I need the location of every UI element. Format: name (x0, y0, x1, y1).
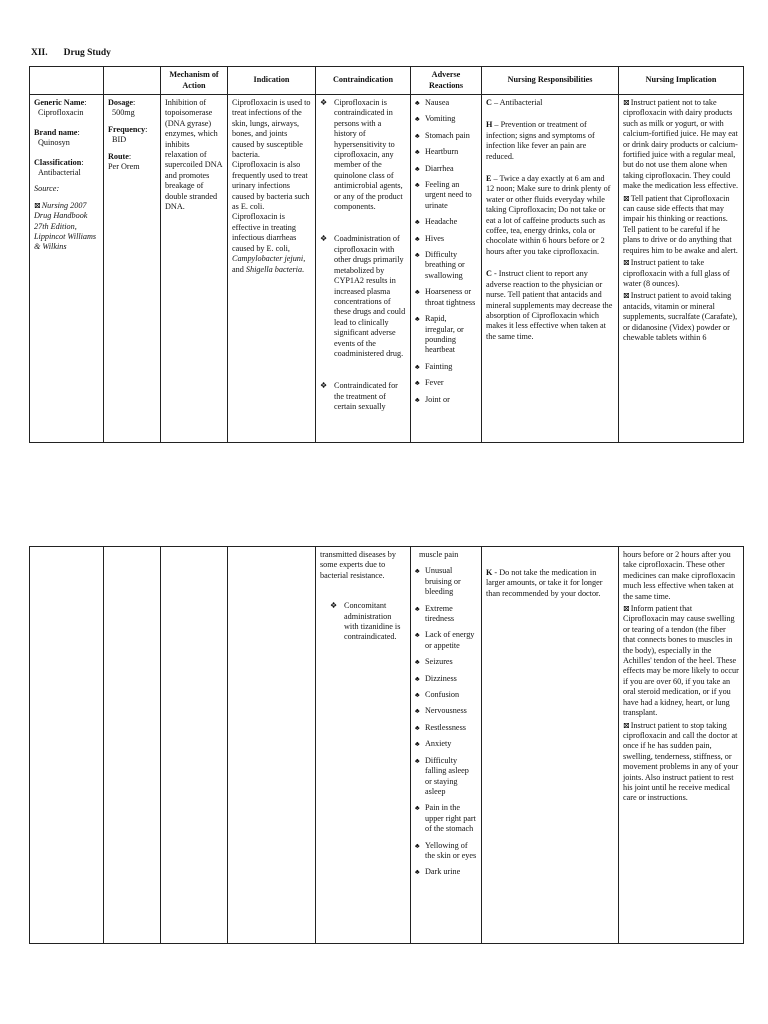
header-row (30, 67, 744, 95)
club-bullet-icon: ♣ (415, 99, 420, 107)
checkbox-icon: ⊠ (623, 720, 630, 730)
club-bullet-icon: ♣ (415, 723, 420, 732)
club-bullet-icon: ♣ (415, 674, 420, 683)
implication-item: ⊠Instruct patient not to take ciprofloxacin with dairy products such as milk or yogurt, or with calcium-fortified juice. He may eat or drink dairy products or calcium-fortified juice with a regular meal, but do not use them alone when taking ciprofloxacin. They could make the medication less effective. (623, 98, 739, 191)
header-dosing (104, 67, 161, 95)
frequency-label: Frequency (108, 124, 146, 134)
responsibility-c: C – Antibacterial (486, 98, 543, 107)
club-bullet-icon: ♣ (415, 707, 420, 716)
organism-campylobacter: Campylobacter jejuni (232, 254, 304, 264)
responsibility-k: K - Do not take the medication in larger amounts, or take it for longer than recommended by your doctor. (486, 568, 603, 598)
adverse-reaction-item: ♣ Headache (415, 217, 458, 227)
adverse-reaction-item: ♣ Hoarseness or throat tightness (415, 287, 476, 307)
club-bullet-icon: ♣ (415, 740, 420, 749)
adverse-reaction-item: ♣ Restlessness (415, 722, 466, 732)
adverse-reaction-item: ♣ Confusion (415, 690, 460, 700)
implication-item: ⊠Instruct patient to stop taking ciprofloxacin and call the doctor at once if he has sudden pain, swelling, tenderness, stiffness, or movement problems in any of your joints. Also instruct patient to rest his joint until he receive medical care or instructions. (623, 720, 739, 803)
drug-info-cell-empty (30, 547, 104, 944)
header-nursing-implication: Nursing Implication (619, 67, 744, 95)
responsibility-e: E – Twice a day exactly at 6 am and 12 noon; Make sure to drink plenty of water or other fluids everyday while taking Ciprofloxacin; Do not take or eat a lot of caffeine products such as coffee, tea, energy drinks, cola or chocolate within 6 hours before or 2 hours after you take ciprofloxacin. (486, 174, 611, 256)
club-bullet-icon: ♣ (415, 148, 420, 157)
section-number: XII. (31, 48, 48, 58)
contraindication-cell (316, 95, 411, 443)
indication-cell-empty (228, 547, 316, 944)
drug-info-cell: Generic Name: Ciprofloxacin Brand name: Quinosyn Classification: Antibacterial Source: ⊠Nursing 2007 Drug Handbook 27th Edition, Lippincot Williams & Wilkins (30, 95, 104, 443)
generic-name-value: Ciprofloxacin (38, 108, 84, 118)
adverse-reaction-item: ♣ Anxiety (415, 739, 452, 749)
contraindication-continued: transmitted diseases by some experts due to bacterial resistance. (320, 550, 396, 580)
header-mechanism: Mechanism of Action (161, 67, 228, 95)
adverse-reaction-item: ♣ Extreme tiredness (415, 603, 455, 624)
implication-item: ⊠Instruct patient to take ciprofloxacin with a full glass of water (8 ounces). (623, 258, 730, 288)
implication-item: ⊠Tell patient that Ciprofloxacin can cause side effects that may impair his thinking or reactions. Tell patient to be careful if he plans to drive or do anything that requires him to be awake and alert. (623, 193, 738, 255)
adverse-reaction-item: ♣ Diarrhea (415, 163, 454, 173)
contraindication-cell-cont (316, 547, 411, 944)
adverse-reaction-item: ♣ Vomiting (415, 114, 456, 124)
checkbox-icon: ⊠ (34, 200, 41, 210)
checkbox-icon: ⊠ (623, 98, 630, 107)
club-bullet-icon: ♣ (415, 218, 420, 227)
diamond-bullet-icon: ❖ (320, 381, 328, 391)
adverse-reaction-item: ♣ Feeling an urgent need to urinate (415, 180, 472, 210)
club-bullet-icon: ♣ (415, 251, 420, 260)
nursing-implication-cell-cont (619, 547, 744, 944)
adverse-reactions-list (415, 566, 477, 877)
club-bullet-icon: ♣ (415, 567, 420, 576)
contraindication-item: ❖ Ciprofloxacin is contraindicated in persons with a history of hypersensitivity to ciprofloxacin, any member of the quinolone class of antimicrobial agents, or any of the product components. (320, 98, 403, 212)
body-row-page-2 (30, 547, 744, 944)
club-bullet-icon: ♣ (415, 379, 420, 388)
club-bullet-icon: ♣ (415, 804, 420, 813)
brand-name-label: Brand name (34, 127, 78, 137)
header-drug (30, 67, 104, 95)
dosing-cell-empty (104, 547, 161, 944)
adverse-reaction-item: ♣ Seizures (415, 657, 453, 667)
header-contraindication: Contraindication (316, 67, 411, 95)
implication-list (623, 98, 739, 343)
indication-text-3: Ciprofloxacin is effective in treating infectious diarrheas caused by E. coli, Campylobacter jejuni, and Shigella bacteria. (232, 212, 306, 274)
frequency-value: BID (112, 135, 127, 145)
header-adverse-reactions: Adverse Reactions (411, 67, 482, 95)
club-bullet-icon: ♣ (415, 131, 420, 140)
club-bullet-icon: ♣ (415, 395, 420, 404)
club-bullet-icon: ♣ (415, 658, 420, 667)
section-heading: Drug Study (63, 48, 111, 58)
implication-continued: hours before or 2 hours after you take ciprofloxacin. These other medicines can make ciprofloxacin much less effective when taken at the same time. (623, 550, 736, 601)
source-label: Source (34, 184, 57, 194)
route-value: Per Orem (108, 162, 140, 172)
nursing-implication-cell (619, 95, 744, 443)
drug-study-table-page-2 (29, 546, 744, 944)
club-bullet-icon: ♣ (415, 362, 420, 371)
brand-name-value: Quinosyn (38, 138, 70, 148)
club-bullet-icon: ♣ (415, 115, 420, 124)
classification-label: Classification (34, 157, 82, 167)
responsibility-h: H – Prevention or treatment of infection; signs and symptoms of infection like fever an pain are reduced. (486, 120, 595, 161)
dosing-cell: Dosage: 500mg Frequency: BID Route: Per Orem (104, 95, 161, 443)
adverse-reaction-item: ♣ Lack of energy or appetite (415, 630, 475, 650)
source-value: Nursing 2007 Drug Handbook 27th Edition, Lippincot Williams & Wilkins (34, 200, 97, 252)
adverse-reaction-item: ♣ Fever (415, 378, 444, 388)
responsibility-c2: C - Instruct client to report any adverse reaction to the physician or nurse. Tell patient that antacids and mineral supplements may decrease the absorption of Ciprofloxacin which makes it less effective when taken at the same time. (486, 269, 613, 341)
drug-study-table-page-1 (29, 66, 744, 443)
implication-item: ⊠Instruct patient to avoid taking antacids, vitamin or mineral supplements, sucralfate (Carafate), or didanosine (Videx) powder or chewable tablets within 6 (623, 291, 738, 342)
club-bullet-icon: ♣ (415, 691, 420, 700)
adverse-reaction-item: ♣ Nervousness (415, 706, 467, 716)
checkbox-icon: ⊠ (623, 193, 630, 203)
adverse-reaction-item: ♣ Hives (415, 233, 445, 243)
implication-item: ⊠Inform patient that Ciprofloxacin may cause swelling or tearing of a tendon (the fiber that connects bones to muscles in the body), especially in the Achilles' tendon of the heel. These effects may be more likely to occur if you are over 60, if you take an oral steroid medication, or if you have had a kidney, heart, or lung transplant. (623, 604, 739, 718)
adverse-reaction-item: ♣ Nausea (415, 98, 450, 107)
checkbox-icon: ⊠ (623, 604, 630, 614)
adverse-reaction-item: ♣ Dark urine (415, 867, 461, 877)
adverse-reactions-cell (411, 95, 482, 443)
header-indication: Indication (228, 67, 316, 95)
header-nursing-responsibilities: Nursing Responsibilities (482, 67, 619, 95)
club-bullet-icon: ♣ (415, 288, 420, 297)
organism-shigella: Shigella bacteria (245, 264, 303, 274)
generic-name-label: Generic Name (34, 98, 85, 107)
indication-cell (228, 95, 316, 443)
dosage-label: Dosage (108, 98, 134, 107)
adverse-reaction-item: ♣ Pain in the upper right part of the stomach (415, 803, 476, 834)
contraindication-item: ❖ Contraindicated for the treatment of certain sexually (320, 381, 398, 412)
dosage-value: 500mg (112, 108, 135, 118)
club-bullet-icon: ♣ (415, 181, 420, 190)
club-bullet-icon: ♣ (415, 868, 420, 877)
classification-value: Antibacterial (38, 168, 81, 178)
adverse-reaction-item: ♣ Dizziness (415, 673, 457, 683)
adverse-reaction-item: ♣ Heartburn (415, 147, 459, 157)
adverse-reaction-item: ♣ Rapid, irregular, or pounding heartbeat (415, 314, 464, 355)
section-title (31, 48, 111, 58)
adverse-reaction-item: ♣ Difficulty breathing or swallowing (415, 250, 465, 280)
checkbox-icon: ⊠ (623, 291, 630, 301)
adverse-continued: muscle pain (419, 550, 459, 559)
club-bullet-icon: ♣ (415, 841, 420, 850)
club-bullet-icon: ♣ (415, 315, 420, 324)
club-bullet-icon: ♣ (415, 604, 420, 613)
nursing-responsibilities-cell (482, 95, 619, 443)
club-bullet-icon: ♣ (415, 234, 420, 243)
body-row-page-1 (30, 95, 744, 443)
adverse-reaction-item: ♣ Difficulty falling asleep or staying asleep (415, 755, 469, 796)
adverse-reaction-item: ♣ Joint or (415, 394, 450, 404)
mechanism-cell (161, 95, 228, 443)
club-bullet-icon: ♣ (415, 756, 420, 765)
checkbox-icon: ⊠ (623, 258, 630, 268)
diamond-bullet-icon: ❖ (320, 234, 328, 244)
adverse-reaction-item: ♣ Yellowing of the skin or eyes (415, 840, 477, 860)
adverse-reaction-item: ♣ Fainting (415, 361, 453, 371)
adverse-reaction-item: ♣ Stomach pain (415, 130, 470, 140)
mechanism-text: Inhibition of topoisomerase (DNA gyrase) enzymes, which inhibits relaxation of supercoiled DNA and promotes breakage of double stranded DNA. (165, 98, 223, 212)
mechanism-cell-empty (161, 547, 228, 944)
indication-text-1: Ciprofloxacin is used to treat infections of the skin, lungs, airways, bones, and joints caused by susceptible bacteria. (232, 98, 311, 160)
nursing-responsibilities-cell-cont (482, 547, 619, 944)
adverse-reactions-list (415, 98, 477, 405)
diamond-bullet-icon: ❖ (330, 601, 338, 611)
implication-list (623, 604, 739, 804)
adverse-reactions-cell-cont (411, 547, 482, 944)
adverse-reaction-item: ♣ Unusual bruising or bleeding (415, 566, 461, 597)
club-bullet-icon: ♣ (415, 164, 420, 173)
contraindication-item: ❖ Coadministration of ciprofloxacin with other drugs primarily metabolized by CYP1A2 results in increased plasma concentrations of these drugs and could lead to clinically significant adverse events of the coadministered drug. (320, 234, 406, 358)
indication-text-2: Ciprofloxacin is also frequently used to treat urinary infections caused by bacteria such as E. coli. (232, 160, 310, 212)
club-bullet-icon: ♣ (415, 631, 420, 640)
diamond-bullet-icon: ❖ (320, 98, 328, 107)
contraindication-item: ❖ Concomitant administration with tizanidine is contraindicated. (330, 601, 401, 642)
route-label: Route (108, 151, 129, 161)
